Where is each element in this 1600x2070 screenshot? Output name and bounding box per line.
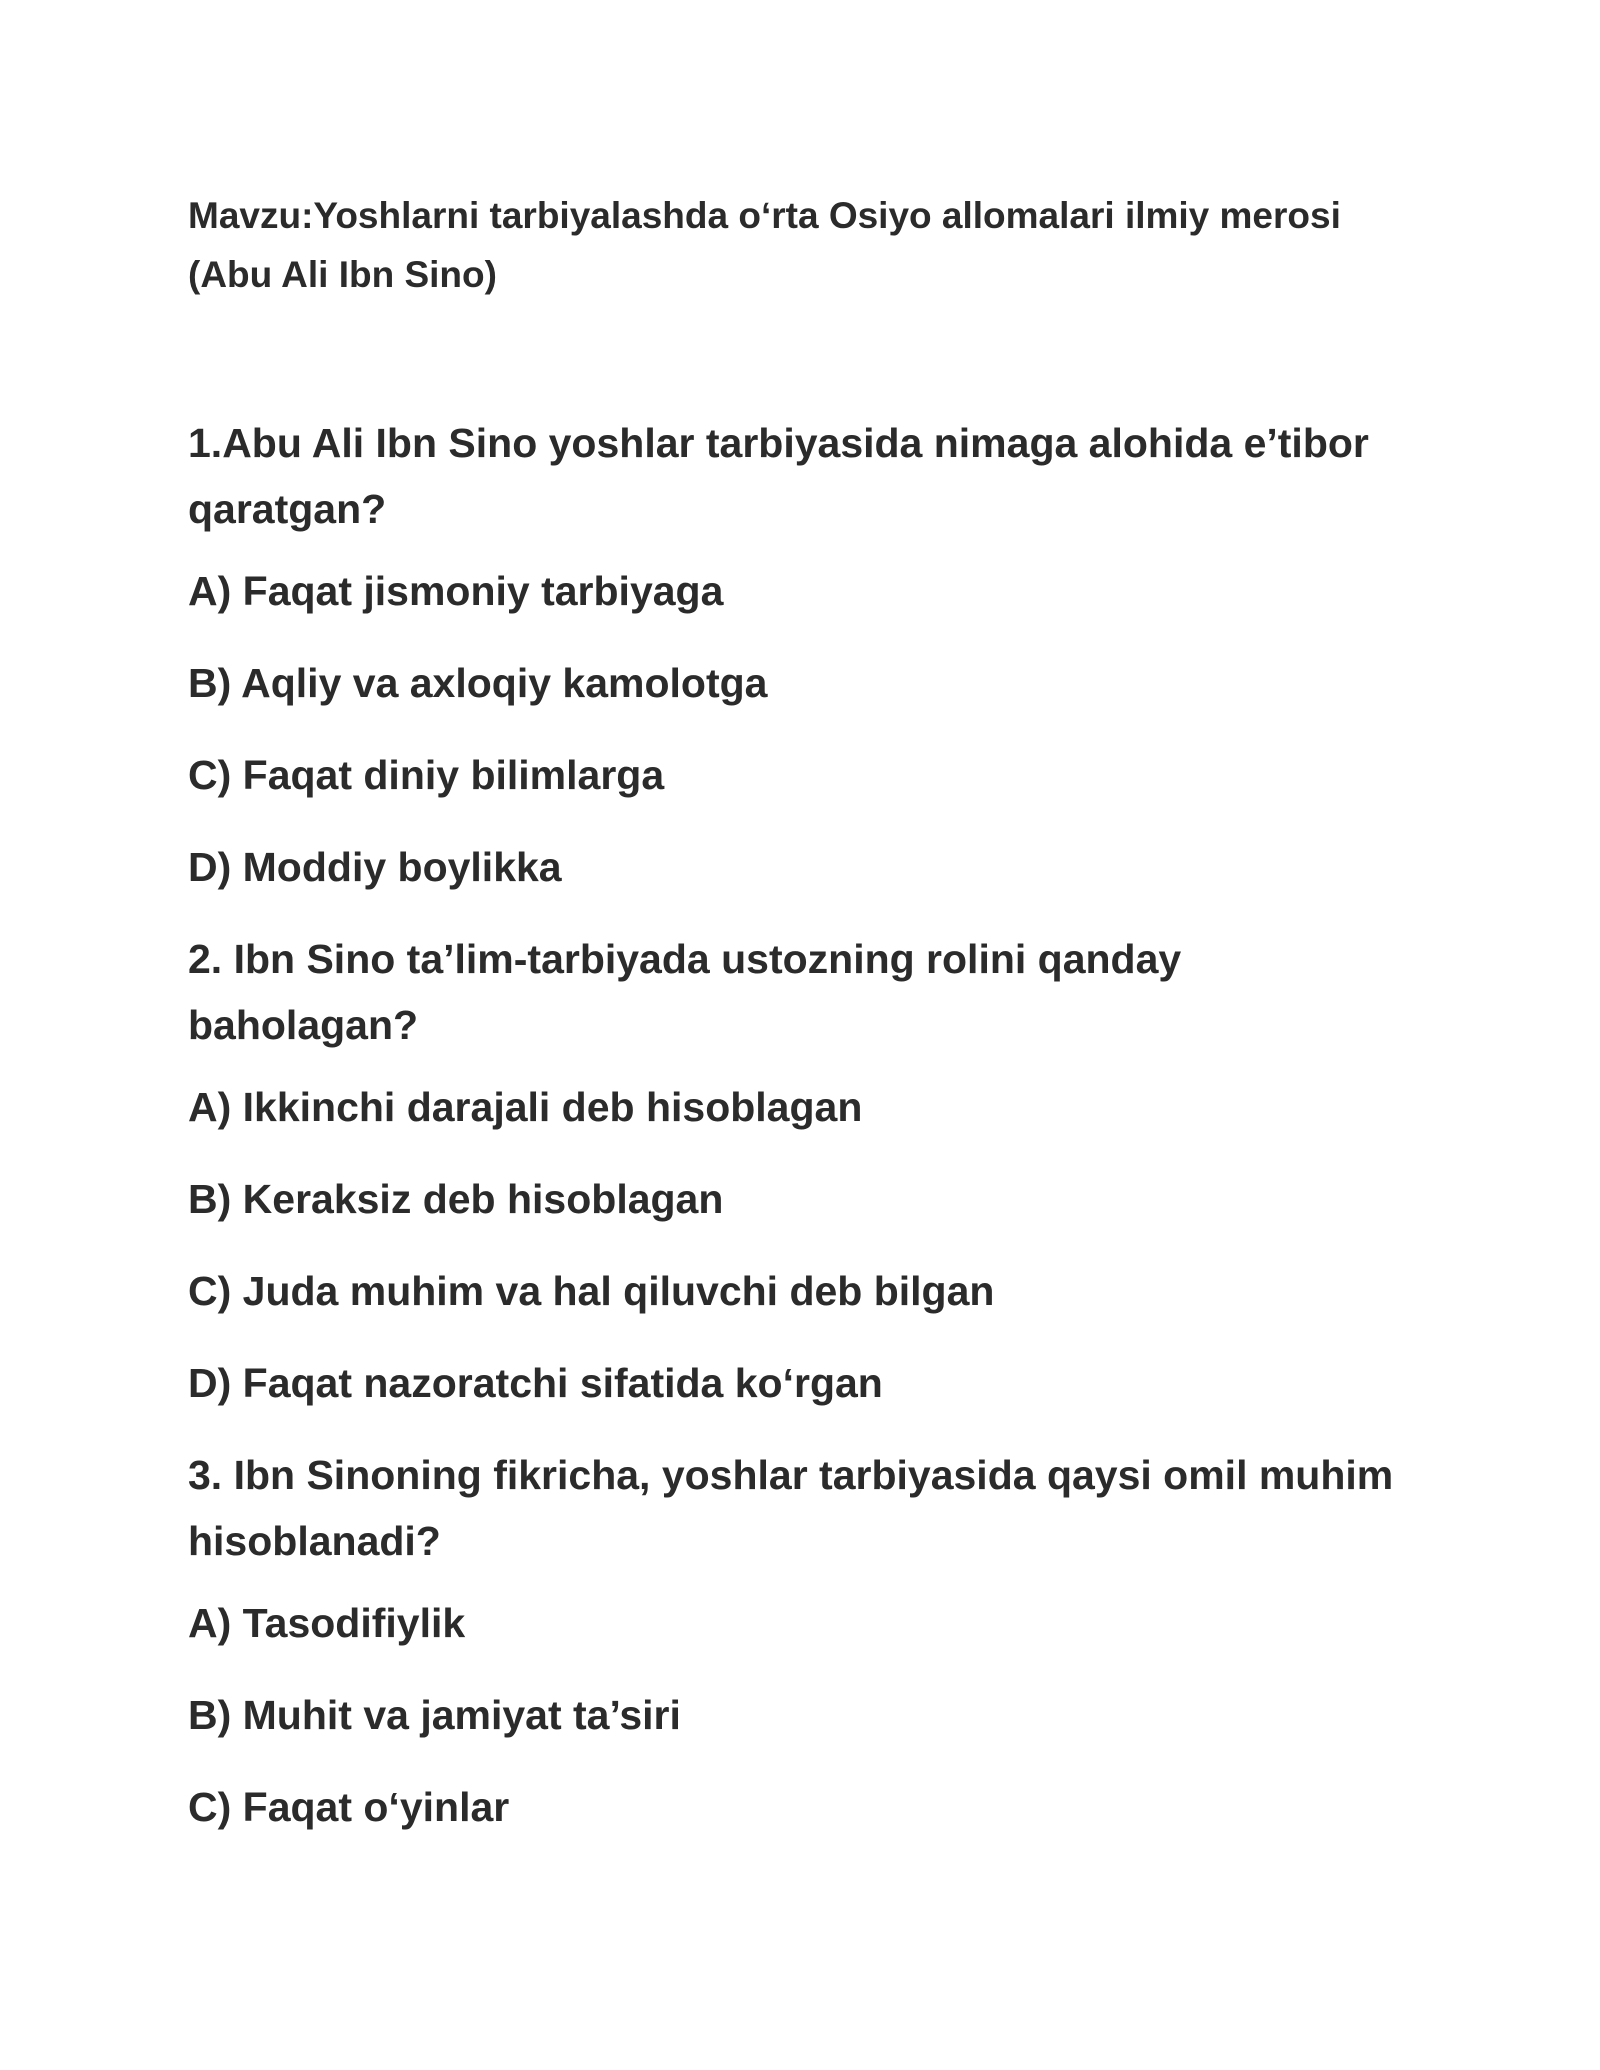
question-2 bbox=[188, 926, 1448, 1058]
question-3-line-2: hisoblanadi? bbox=[188, 1518, 441, 1564]
question-1-line-1: 1.Abu Ali Ibn Sino yoshlar tarbiyasida nimaga alohida e’tibor bbox=[188, 420, 1369, 466]
question-3-option-b: B) Muhit va jamiyat ta’siri bbox=[188, 1692, 681, 1738]
topic-line-1: Mavzu:Yoshlarni tarbiyalashda o‘rta Osiyo allomalari ilmiy merosi bbox=[188, 195, 1341, 236]
question-3-option-c: C) Faqat o‘yinlar bbox=[188, 1784, 510, 1830]
question-1-line-2: qaratgan? bbox=[188, 486, 387, 532]
question-1-option-c: C) Faqat diniy bilimlarga bbox=[188, 752, 665, 798]
question-2-option-d: D) Faqat nazoratchi sifatida ko‘rgan bbox=[188, 1360, 883, 1406]
question-3-option-a: A) Tasodifiylik bbox=[188, 1600, 466, 1646]
question-2-option-b: B) Keraksiz deb hisoblagan bbox=[188, 1176, 724, 1222]
question-2-line-1: 2. Ibn Sino ta’lim-tarbiyada ustozning rolini qanday bbox=[188, 936, 1182, 982]
question-2-line-2: baholagan? bbox=[188, 1002, 419, 1048]
question-3 bbox=[188, 1442, 1448, 1574]
question-1 bbox=[188, 410, 1448, 542]
quiz bbox=[188, 410, 1448, 1866]
question-2-option-c: C) Juda muhim va hal qiluvchi deb bilgan bbox=[188, 1268, 995, 1314]
question-2-option-a: A) Ikkinchi darajali deb hisoblagan bbox=[188, 1084, 863, 1130]
question-1-option-d: D) Moddiy boylikka bbox=[188, 844, 562, 890]
topic-line-2: (Abu Ali Ibn Sino) bbox=[188, 254, 497, 295]
question-3-line-1: 3. Ibn Sinoning fikricha, yoshlar tarbiyasida qaysi omil muhim bbox=[188, 1452, 1394, 1498]
question-1-option-b: B) Aqliy va axloqiy kamolotga bbox=[188, 660, 768, 706]
topic-heading bbox=[188, 186, 1448, 304]
question-1-option-a: A) Faqat jismoniy tarbiyaga bbox=[188, 568, 724, 614]
